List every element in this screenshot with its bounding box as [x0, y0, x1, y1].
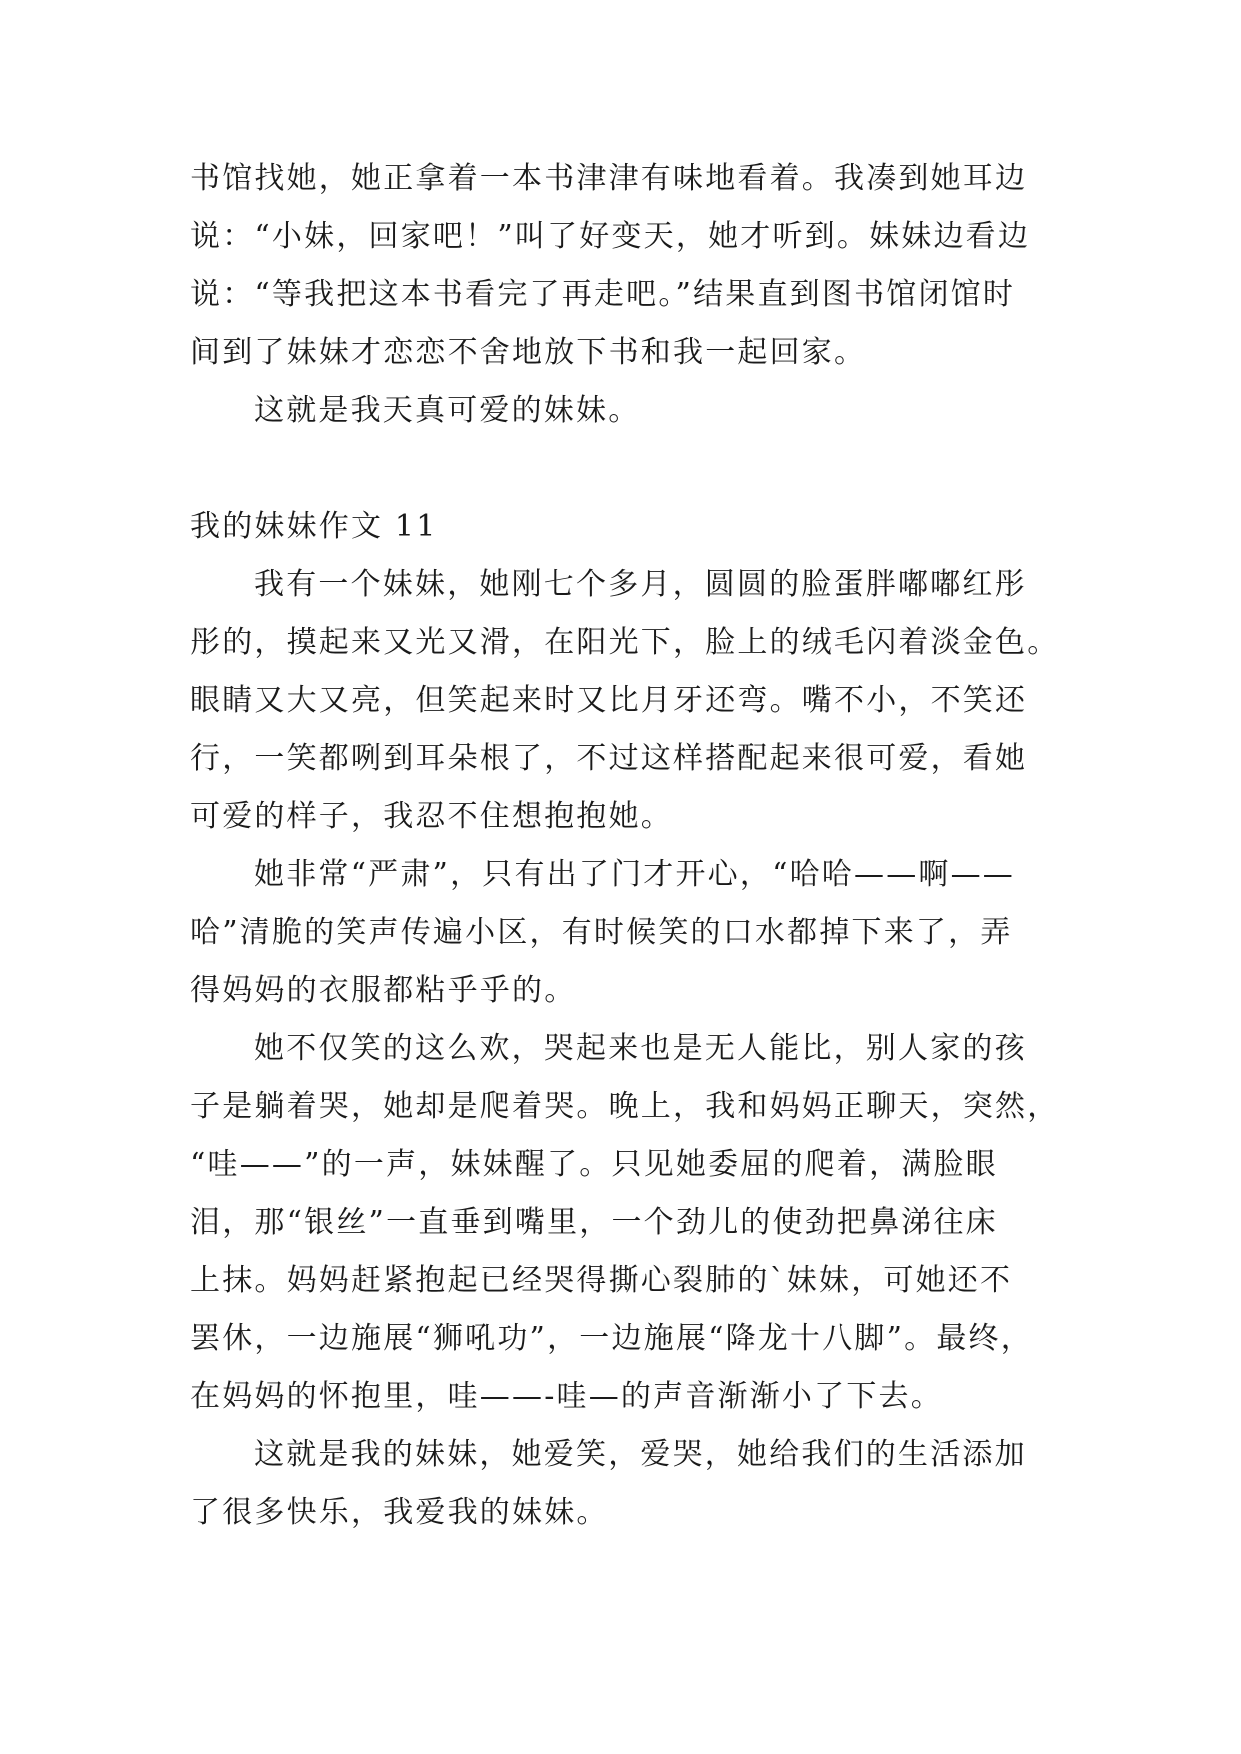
- section-gap: [190, 440, 1060, 498]
- text-line: 可爱的样子，我忍不住想抱抱她。: [190, 799, 673, 834]
- text-line: 子是躺着哭，她却是爬着哭。晚上，我和妈妈正聊天，突然，: [190, 1089, 1060, 1124]
- paragraph-closing: [190, 382, 1060, 440]
- text-line: 罢休，一边施展“狮吼功”，一边施展“降龙十八脚”。最终，: [190, 1321, 1033, 1356]
- text-line: 间到了妹妹才恋恋不舍地放下书和我一起回家。: [190, 335, 867, 370]
- text-line: 彤的，摸起来又光又滑，在阳光下，脸上的绒毛闪着淡金色。: [190, 625, 1060, 660]
- text-line: “哇——”的一声，妹妹醒了。只见她委屈的爬着，满脸眼: [190, 1147, 998, 1182]
- text-line: 眼睛又大又亮，但笑起来时又比月牙还弯。嘴不小，不笑还: [190, 683, 1028, 718]
- paragraph-2: [190, 846, 1060, 1020]
- document-page: [190, 150, 1060, 1542]
- text-line: 说：“小妹，回家吧！”叫了好变天，她才听到。妹妹边看边: [190, 219, 1031, 254]
- section-heading: 我的妹妹作文 11: [190, 509, 438, 544]
- text-line: 在妈妈的怀抱里，哇——-哇—的声音渐渐小了下去。: [190, 1379, 943, 1414]
- text-line: 了很多快乐，我爱我的妹妹。: [190, 1495, 609, 1530]
- text-line: 说：“等我把这本书看完了再走吧。”结果直到图书馆闭馆时: [190, 277, 1016, 312]
- text-line: 泪，那“银丝”一直垂到嘴里，一个劲儿的使劲把鼻涕往床: [190, 1205, 998, 1240]
- text-line: 这就是我的妹妹，她爱笑，爱哭，她给我们的生活添加: [254, 1437, 1027, 1472]
- text-line: 哈”清脆的笑声传遍小区，有时候笑的口水都掉下来了，弄: [190, 915, 1013, 950]
- text-line: 这就是我天真可爱的妹妹。: [254, 393, 641, 428]
- text-line: 她不仅笑的这么欢，哭起来也是无人能比，别人家的孩: [254, 1031, 1027, 1066]
- text-line: 得妈妈的衣服都粘乎乎的。: [190, 973, 577, 1008]
- text-line: 书馆找她，她正拿着一本书津津有味地看着。我凑到她耳边: [190, 161, 1028, 196]
- paragraph-3: [190, 1020, 1060, 1426]
- paragraph-4: [190, 1426, 1060, 1542]
- text-line: 上抹。妈妈赶紧抱起已经哭得撕心裂肺的`妹妹，可她还不: [190, 1263, 1013, 1298]
- paragraph-continued: [190, 150, 1060, 382]
- text-line: 我有一个妹妹，她刚七个多月，圆圆的脸蛋胖嘟嘟红彤: [254, 567, 1027, 602]
- text-line: 她非常“严肃”，只有出了门才开心，“哈哈——啊——: [254, 857, 1016, 892]
- paragraph-1: [190, 556, 1060, 846]
- text-line: 行，一笑都咧到耳朵根了，不过这样搭配起来很可爱，看她: [190, 741, 1028, 776]
